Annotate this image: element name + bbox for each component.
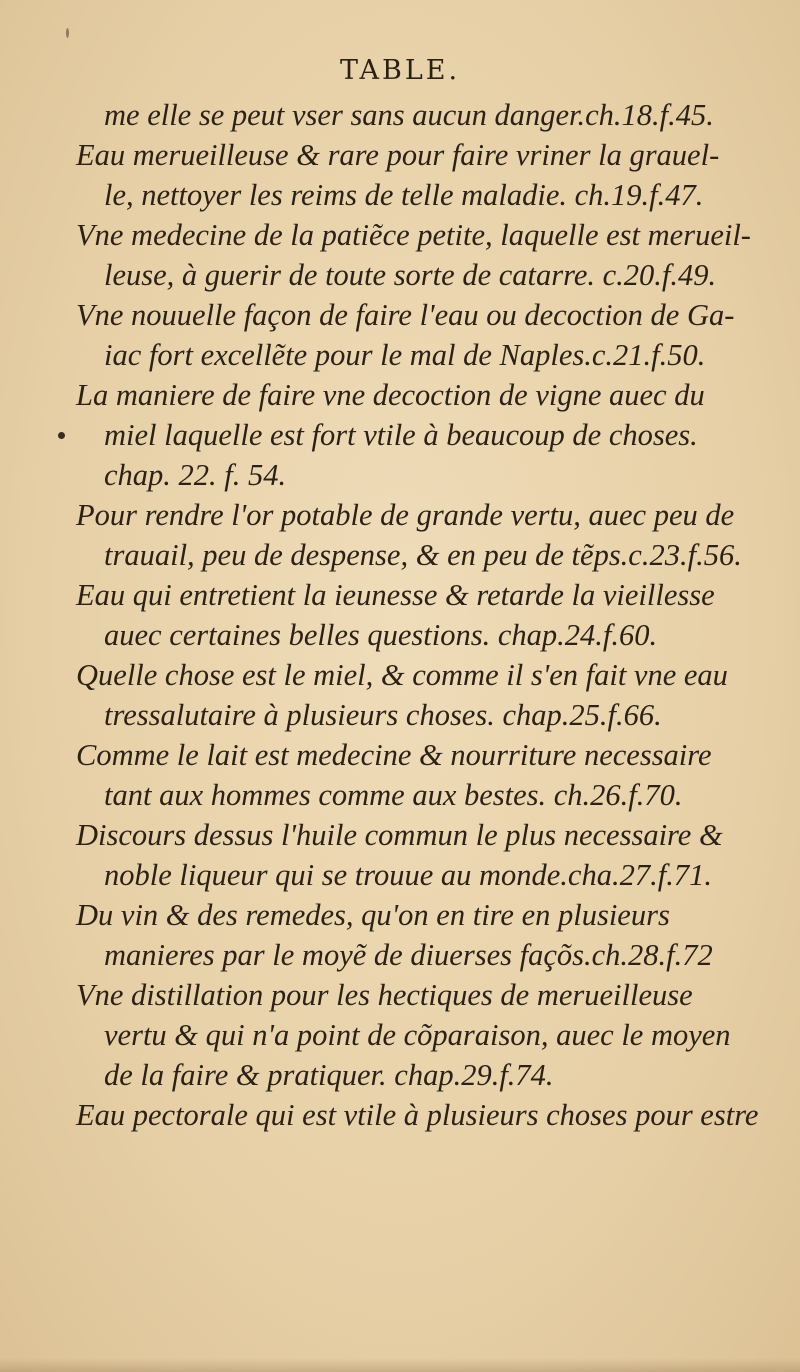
entry-line: Vne nouuelle façon de faire l'eau ou decoction de Ga- bbox=[76, 298, 735, 332]
entry-continuation-line: noble liqueur qui se trouue au monde.cha.27.f.71. bbox=[104, 858, 712, 892]
entry-continuation-line: tressalutaire à plusieurs choses. chap.25.f.66. bbox=[104, 698, 662, 732]
entry-continuation-line: trauail, peu de despense, & en peu de tẽps.c.23.f.56. bbox=[104, 538, 742, 572]
entry-line: Discours dessus l'huile commun le plus necessaire & bbox=[76, 818, 723, 852]
page-edge-shadow bbox=[0, 1358, 800, 1372]
entry-continuation-line: vertu & qui n'a point de cõparaison, auec le moyen bbox=[104, 1018, 731, 1052]
entry-line: Eau merueilleuse & rare pour faire vriner la grauel- bbox=[76, 138, 720, 172]
entry-continuation-line: de la faire & pratiquer. chap.29.f.74. bbox=[104, 1058, 554, 1092]
entry-line: Eau qui entretient la ieunesse & retarde la vieillesse bbox=[76, 578, 715, 612]
entry-line: Du vin & des remedes, qu'on en tire en plusieurs bbox=[76, 898, 670, 932]
entry-line: La maniere de faire vne decoction de vigne auec du bbox=[76, 378, 705, 412]
entry-continuation-line: miel laquelle est fort vtile à beaucoup de choses. bbox=[104, 418, 698, 452]
entry-line: Vne distillation pour les hectiques de merueilleuse bbox=[76, 978, 693, 1012]
entry-continuation-line: leuse, à guerir de toute sorte de catarre. c.20.f.49. bbox=[104, 258, 717, 292]
entry-line: Vne medecine de la patiẽce petite, laquelle est merueil- bbox=[76, 218, 751, 252]
entry-continuation-line: chap. 22. f. 54. bbox=[104, 458, 287, 492]
entry-line: Quelle chose est le miel, & comme il s'en fait vne eau bbox=[76, 658, 728, 692]
entry-continuation-line: me elle se peut vser sans aucun danger.ch.18.f.45. bbox=[104, 98, 714, 132]
entry-continuation-line: tant aux hommes comme aux bestes. ch.26.f.70. bbox=[104, 778, 683, 812]
ink-spot bbox=[58, 432, 65, 439]
entry-line: Eau pectorale qui est vtile à plusieurs choses pour estre bbox=[76, 1098, 759, 1132]
entry-continuation-line: le, nettoyer les reims de telle maladie. ch.19.f.47. bbox=[104, 178, 704, 212]
entry-continuation-line: auec certaines belles questions. chap.24.f.60. bbox=[104, 618, 658, 652]
entry-continuation-line: iac fort excellẽte pour le mal de Naples.c.21.f.50. bbox=[104, 338, 706, 372]
entry-line: Pour rendre l'or potable de grande vertu, auec peu de bbox=[76, 498, 735, 532]
ink-spot bbox=[66, 28, 69, 38]
entry-line: Comme le lait est medecine & nourriture necessaire bbox=[76, 738, 712, 772]
page-header: TABLE. bbox=[339, 55, 461, 86]
entry-continuation-line: manieres par le moyẽ de diuerses façõs.ch.28.f.72 bbox=[104, 938, 713, 972]
